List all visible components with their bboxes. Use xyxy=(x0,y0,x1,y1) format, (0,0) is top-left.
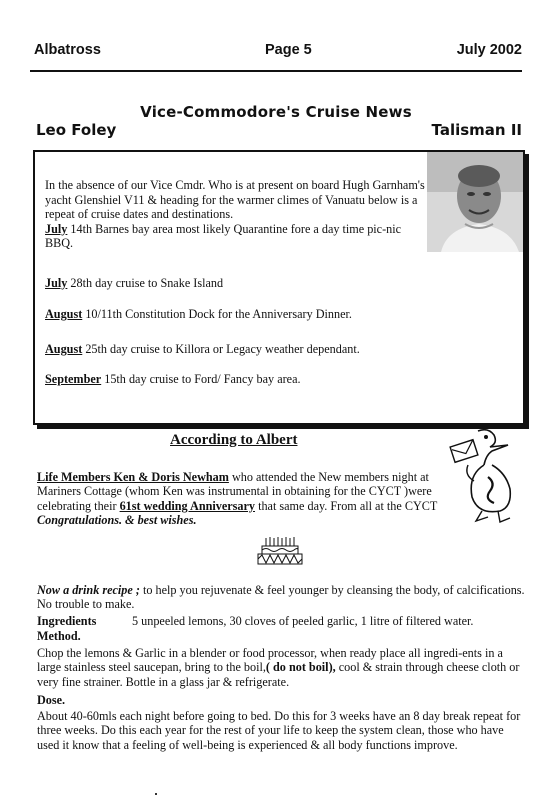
author-name: Leo Foley xyxy=(36,121,117,139)
page-number: Page 5 xyxy=(265,42,312,58)
page-header xyxy=(34,42,522,64)
portrait-photo xyxy=(427,152,523,252)
method-label: Method. xyxy=(37,629,81,643)
drink-recipe-intro: Now a drink recipe ; to help you rejuvenate & feel younger by cleansing the body, of calcifications. No trouble to make. xyxy=(37,583,525,612)
albert-title: According to Albert xyxy=(170,432,298,448)
cruise-item: July 28th day cruise to Snake Island xyxy=(45,276,224,290)
dose-label: Dose. xyxy=(37,693,66,707)
cruise-intro: In the absence of our Vice Cmdr. Who is at present on board Hugh Garnham's yacht Glenshiel V11 & heading for the warmer climes of Vanuatu below is a repeat of cruise dates and destinations. July 14th Barnes bay area most likely Quarantine fore a day time pic-nic BBQ. xyxy=(45,178,430,251)
speck xyxy=(155,793,157,795)
ingredients-label: Ingredients xyxy=(37,614,97,628)
cruise-item: August 10/11th Constitution Dock for the Anniversary Dinner. xyxy=(45,307,352,321)
dose-text: About 40-60mls each night before going to bed. Do this for 3 weeks have an 8 day break repeat for three weeks. Do this each year for the rest of your life to keep the system clean, those who have used it know that a feeling of well-being is experienced & all body functions improve. xyxy=(37,709,521,752)
method-text: Chop the lemons & Garlic in a blender or food processor, when ready place all ingredi-ents in a large stainless steel saucepan, bring to the boil,( do not boil), cool & strain through cheese cloth or very fine strainer. Bottle in a glass jar & refrigerate. xyxy=(37,646,520,689)
albert-paragraph-anniversary: Life Members Ken & Doris Newham who attended the New members night at Mariners Cottage (whom Ken was instrumental in obtaining for the CYCT )were celebrating their 61st wedding Anniversary that same day. From all at the CYCT Congratulations. & best wishes. xyxy=(37,470,438,528)
issue-date: July 2002 xyxy=(456,42,522,58)
cruise-news-box xyxy=(33,150,525,425)
albatross-cartoon-icon xyxy=(438,425,528,525)
cruise-item: September 15th day cruise to Ford/ Fancy bay area. xyxy=(45,372,301,386)
cake-icon xyxy=(256,534,304,566)
newsletter-name: Albatross xyxy=(34,42,101,58)
cruise-item: July 14th Barnes bay area most likely Quarantine fore a day time pic-nic BBQ. xyxy=(45,221,402,250)
header-rule xyxy=(30,70,522,72)
boat-name: Talisman II xyxy=(431,121,522,139)
section-title: Vice-Commodore's Cruise News xyxy=(140,103,412,121)
ingredients-text: 5 unpeeled lemons, 30 cloves of peeled garlic, 1 litre of filtered water. xyxy=(132,614,474,628)
cruise-item: August 25th day cruise to Killora or Legacy weather dependant. xyxy=(45,342,360,356)
